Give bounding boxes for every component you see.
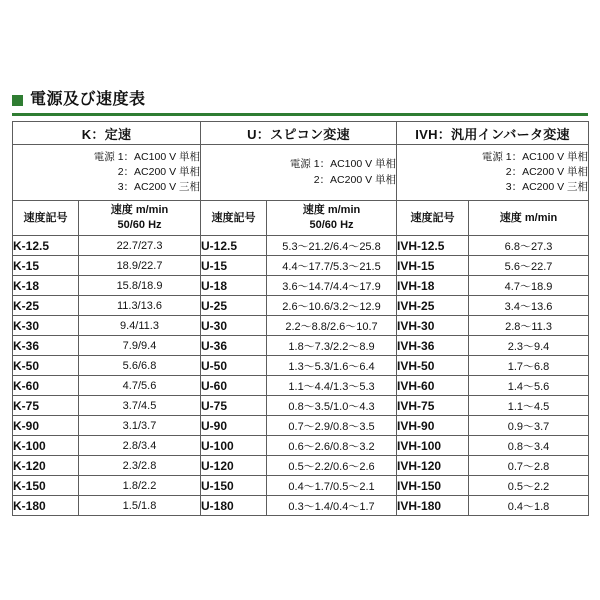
table-row (13, 276, 589, 296)
power-spec-u (201, 145, 397, 201)
row-value-ivh: 0.9〜3.7 (469, 416, 589, 436)
row-code-u: U-150 (201, 476, 267, 496)
row-code-ivh: IVH-18 (397, 276, 469, 296)
table-body (13, 236, 589, 516)
row-value-ivh: 1.7〜6.8 (469, 356, 589, 376)
row-value-k: 15.8/18.9 (79, 276, 201, 296)
row-code-ivh: IVH-75 (397, 396, 469, 416)
row-value-k: 3.7/4.5 (79, 396, 201, 416)
row-code-k: K-25 (13, 296, 79, 316)
row-code-ivh: IVH-150 (397, 476, 469, 496)
row-value-k: 3.1/3.7 (79, 416, 201, 436)
row-code-k: K-15 (13, 256, 79, 276)
row-code-u: U-120 (201, 456, 267, 476)
table-row (13, 436, 589, 456)
power-spec-u-line-1: 電源 1：AC100 V 単相 (289, 158, 397, 171)
row-value-k: 22.7/27.3 (79, 236, 201, 256)
row-value-u: 0.3〜1.4/0.4〜1.7 (267, 496, 397, 516)
row-value-k: 9.4/11.3 (79, 316, 201, 336)
row-code-ivh: IVH-100 (397, 436, 469, 456)
table-row (13, 396, 589, 416)
power-spec-ivh (397, 145, 589, 201)
power-spec-u-line-2: 2：AC200 V 単相 (313, 173, 397, 186)
row-code-k: K-18 (13, 276, 79, 296)
table-row (13, 356, 589, 376)
row-code-u: U-50 (201, 356, 267, 376)
row-code-u: U-30 (201, 316, 267, 336)
table-power-row (13, 145, 589, 201)
row-code-k: K-30 (13, 316, 79, 336)
power-spec-ivh-line-2: 2：AC200 V 単相 (505, 165, 589, 178)
row-code-u: U-75 (201, 396, 267, 416)
row-code-u: U-36 (201, 336, 267, 356)
row-value-k: 18.9/22.7 (79, 256, 201, 276)
subheader-value-ivh (469, 201, 589, 236)
row-value-u: 1.3〜5.3/1.6〜6.4 (267, 356, 397, 376)
table-row (13, 456, 589, 476)
subheader-value-k-sec: 50/60 Hz (117, 219, 162, 231)
row-code-ivh: IVH-60 (397, 376, 469, 396)
row-value-ivh: 3.4〜13.6 (469, 296, 589, 316)
row-value-ivh: 0.8〜3.4 (469, 436, 589, 456)
row-code-k: K-100 (13, 436, 79, 456)
table-row (13, 476, 589, 496)
power-spec-ivh-line-1: 電源 1：AC100 V 単相 (481, 150, 589, 163)
row-code-k: K-75 (13, 396, 79, 416)
group-header-k: K：定速 (13, 122, 201, 145)
row-code-ivh: IVH-15 (397, 256, 469, 276)
row-value-u: 0.8〜3.5/1.0〜4.3 (267, 396, 397, 416)
row-code-u: U-60 (201, 376, 267, 396)
table-row (13, 416, 589, 436)
row-value-k: 1.5/1.8 (79, 496, 201, 516)
row-code-ivh: IVH-12.5 (397, 236, 469, 256)
table-row (13, 236, 589, 256)
subheader-value-u-main: 速度 m/min (302, 204, 361, 217)
row-value-k: 7.9/9.4 (79, 336, 201, 356)
row-code-ivh: IVH-50 (397, 356, 469, 376)
row-code-u: U-25 (201, 296, 267, 316)
green-square-bullet-icon (12, 95, 23, 106)
subheader-value-k-main: 速度 m/min (110, 204, 169, 217)
row-value-u: 0.6〜2.6/0.8〜3.2 (267, 436, 397, 456)
row-value-ivh: 5.6〜22.7 (469, 256, 589, 276)
row-value-ivh: 2.3〜9.4 (469, 336, 589, 356)
table-row (13, 376, 589, 396)
row-value-u: 4.4〜17.7/5.3〜21.5 (267, 256, 397, 276)
row-value-ivh: 6.8〜27.3 (469, 236, 589, 256)
row-code-u: U-15 (201, 256, 267, 276)
row-code-k: K-12.5 (13, 236, 79, 256)
subheader-code-u: 速度記号 (201, 201, 267, 236)
subheader-code-k: 速度記号 (13, 201, 79, 236)
row-value-u: 0.7〜2.9/0.8〜3.5 (267, 416, 397, 436)
row-value-k: 5.6/6.8 (79, 356, 201, 376)
row-code-k: K-60 (13, 376, 79, 396)
row-code-k: K-90 (13, 416, 79, 436)
row-value-ivh: 1.1〜4.5 (469, 396, 589, 416)
row-code-ivh: IVH-180 (397, 496, 469, 516)
table-row (13, 316, 589, 336)
row-value-k: 11.3/13.6 (79, 296, 201, 316)
row-value-k: 2.3/2.8 (79, 456, 201, 476)
row-value-u: 2.2〜8.8/2.6〜10.7 (267, 316, 397, 336)
table-subheader-row (13, 201, 589, 236)
row-value-ivh: 2.8〜11.3 (469, 316, 589, 336)
row-code-ivh: IVH-25 (397, 296, 469, 316)
group-header-ivh: IVH：汎用インバータ変速 (397, 122, 589, 145)
power-spec-ivh-line-3: 3：AC200 V 三相 (505, 181, 589, 194)
row-value-k: 4.7/5.6 (79, 376, 201, 396)
heading-divider (12, 113, 588, 116)
group-header-u: U：スピコン変速 (201, 122, 397, 145)
row-code-k: K-36 (13, 336, 79, 356)
subheader-value-u-sec: 50/60 Hz (309, 219, 354, 231)
page-title: 電源及び速度表 (30, 91, 146, 108)
power-spec-k-line-1: 電源 1：AC100 V 単相 (93, 150, 200, 163)
speed-table (12, 121, 589, 516)
subheader-value-k (79, 201, 201, 236)
table-row (13, 256, 589, 276)
row-value-u: 3.6〜14.7/4.4〜17.9 (267, 276, 397, 296)
row-value-u: 2.6〜10.6/3.2〜12.9 (267, 296, 397, 316)
table-row (13, 496, 589, 516)
subheader-value-ivh-main: 速度 m/min (499, 211, 558, 224)
row-value-ivh: 0.5〜2.2 (469, 476, 589, 496)
row-code-k: K-50 (13, 356, 79, 376)
row-code-u: U-180 (201, 496, 267, 516)
subheader-value-u (267, 201, 397, 236)
row-code-u: U-100 (201, 436, 267, 456)
row-code-k: K-120 (13, 456, 79, 476)
row-value-u: 0.4〜1.7/0.5〜2.1 (267, 476, 397, 496)
row-value-u: 1.8〜7.3/2.2〜8.9 (267, 336, 397, 356)
row-code-ivh: IVH-30 (397, 316, 469, 336)
section-heading (12, 92, 146, 108)
row-value-k: 1.8/2.2 (79, 476, 201, 496)
row-value-ivh: 1.4〜5.6 (469, 376, 589, 396)
row-code-u: U-90 (201, 416, 267, 436)
row-code-ivh: IVH-90 (397, 416, 469, 436)
row-value-u: 5.3〜21.2/6.4〜25.8 (267, 236, 397, 256)
row-code-u: U-18 (201, 276, 267, 296)
row-value-u: 0.5〜2.2/0.6〜2.6 (267, 456, 397, 476)
row-value-ivh: 0.7〜2.8 (469, 456, 589, 476)
row-value-k: 2.8/3.4 (79, 436, 201, 456)
row-value-ivh: 4.7〜18.9 (469, 276, 589, 296)
power-spec-k-line-3: 3：AC200 V 三相 (117, 181, 200, 194)
table-row (13, 296, 589, 316)
table-row (13, 336, 589, 356)
power-spec-k (13, 145, 201, 201)
row-code-k: K-150 (13, 476, 79, 496)
row-code-k: K-180 (13, 496, 79, 516)
row-code-ivh: IVH-36 (397, 336, 469, 356)
row-value-u: 1.1〜4.4/1.3〜5.3 (267, 376, 397, 396)
row-code-ivh: IVH-120 (397, 456, 469, 476)
subheader-code-ivh: 速度記号 (397, 201, 469, 236)
table-group-header-row (13, 122, 589, 145)
row-value-ivh: 0.4〜1.8 (469, 496, 589, 516)
power-spec-k-line-2: 2：AC200 V 単相 (117, 165, 200, 178)
row-code-u: U-12.5 (201, 236, 267, 256)
